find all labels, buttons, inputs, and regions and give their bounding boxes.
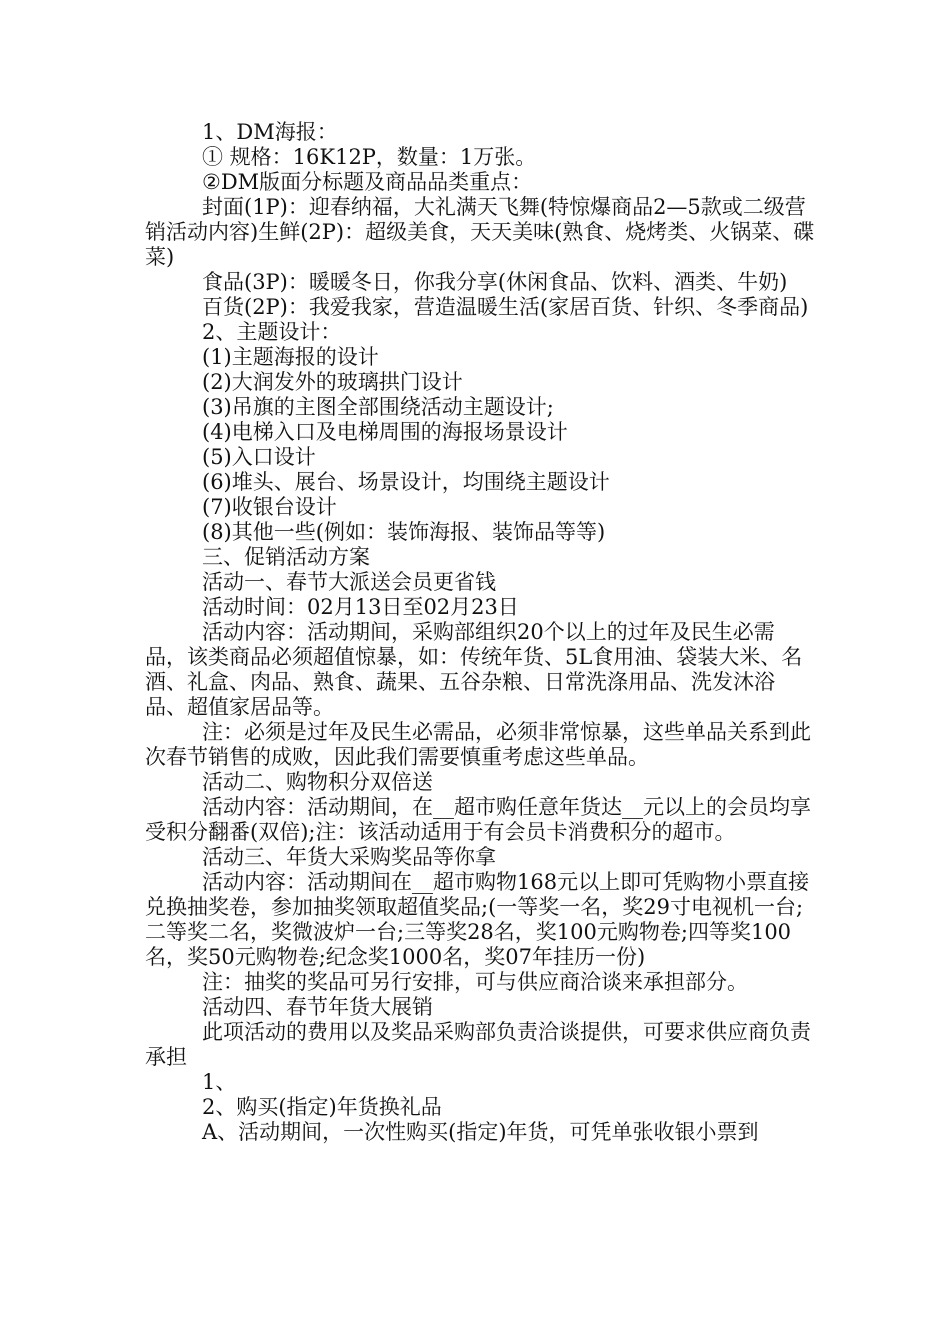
paragraph-note-one: 注：必须是过年及民生必需品，必须非常惊暴，这些单品关系到此次春节销售的成败，因此我们需要慎重考虑这些单品。	[145, 720, 811, 769]
heading-dm-poster: 1、DM海报：	[202, 120, 338, 144]
heading-activity-two: 活动二、购物积分双倍送	[202, 770, 433, 794]
list-item: (3)吊旗的主图全部围绕活动主题设计;	[202, 395, 554, 419]
heading-theme-design: 2、主题设计：	[202, 320, 342, 344]
list-item: (5)入口设计	[202, 445, 316, 469]
note-prizes: 注：抽奖的奖品可另行安排，可与供应商洽谈来承担部分。	[202, 970, 748, 994]
list-item: 1、	[202, 1070, 237, 1094]
document-page	[145, 120, 815, 1145]
paragraph-activity-two-content: 活动内容：活动期间，在__超市购任意年货达__元以上的会员均享受积分翻番(双倍);注：该活动适用于有会员卡消费积分的超市。	[145, 795, 811, 844]
layout-heading: ②DM版面分标题及商品品类重点：	[202, 170, 533, 194]
paragraph-activity-four-cost: 此项活动的费用以及奖品采购部负责洽谈提供，可要求供应商负责承担	[145, 1020, 811, 1069]
list-item: (2)大润发外的玻璃拱门设计	[202, 370, 463, 394]
paragraph-activity-a: A、活动期间，一次性购买(指定)年货，可凭单张收银小票到	[202, 1120, 759, 1144]
list-item: (7)收银台设计	[202, 495, 337, 519]
paragraph-activity-one-content: 活动内容：活动期间，采购部组织20个以上的过年及民生必需品，该类商品必须超值惊暴，如：传统年货、5L食用油、袋装大米、名酒、礼盒、肉品、熟食、蔬果、五谷杂粮、日常洗涤用品、洗发沐浴品、超值家居品等。	[145, 620, 803, 719]
paragraph-general-merch: 百货(2P)：我爱我家，营造温暖生活(家居百货、针织、冬季商品)	[202, 295, 809, 319]
list-item: (6)堆头、展台、场景设计，均围绕主题设计	[202, 470, 610, 494]
list-item: 2、购买(指定)年货换礼品	[202, 1095, 442, 1119]
spec-line: ① 规格：16K12P，数量：1万张。	[202, 145, 537, 169]
paragraph-food: 食品(3P)：暖暖冬日，你我分享(休闲食品、饮料、酒类、牛奶)	[202, 270, 788, 294]
list-item: (1)主题海报的设计	[202, 345, 379, 369]
heading-activity-three: 活动三、年货大采购奖品等你拿	[202, 845, 496, 869]
paragraph-activity-three-content: 活动内容：活动期间在__超市购物168元以上即可凭购物小票直接兑换抽奖卷，参加抽奖领取超值奖品;(一等奖一名，奖29寸电视机一台;二等奖二名，奖微波炉一台;三等奖28名，奖100元购物卷;四等奖100名，奖50元购物卷;纪念奖1000名，奖07年挂历一份)	[145, 870, 810, 969]
list-item: (8)其他一些(例如：装饰海报、装饰品等等)	[202, 520, 606, 544]
list-item: (4)电梯入口及电梯周围的海报场景设计	[202, 420, 568, 444]
activity-time: 活动时间：02月13日至02月23日	[202, 595, 519, 619]
paragraph-cover: 封面(1P)：迎春纳福，大礼满天飞舞(特惊爆商品2—5款或二级营销活动内容)生鲜(2P)：超级美食，天天美味(熟食、烧烤类、火锅菜、碟菜)	[145, 195, 815, 269]
heading-promotion-plan: 三、促销活动方案	[202, 545, 370, 569]
heading-activity-one: 活动一、春节大派送会员更省钱	[202, 570, 496, 594]
heading-activity-four: 活动四、春节年货大展销	[202, 995, 433, 1019]
